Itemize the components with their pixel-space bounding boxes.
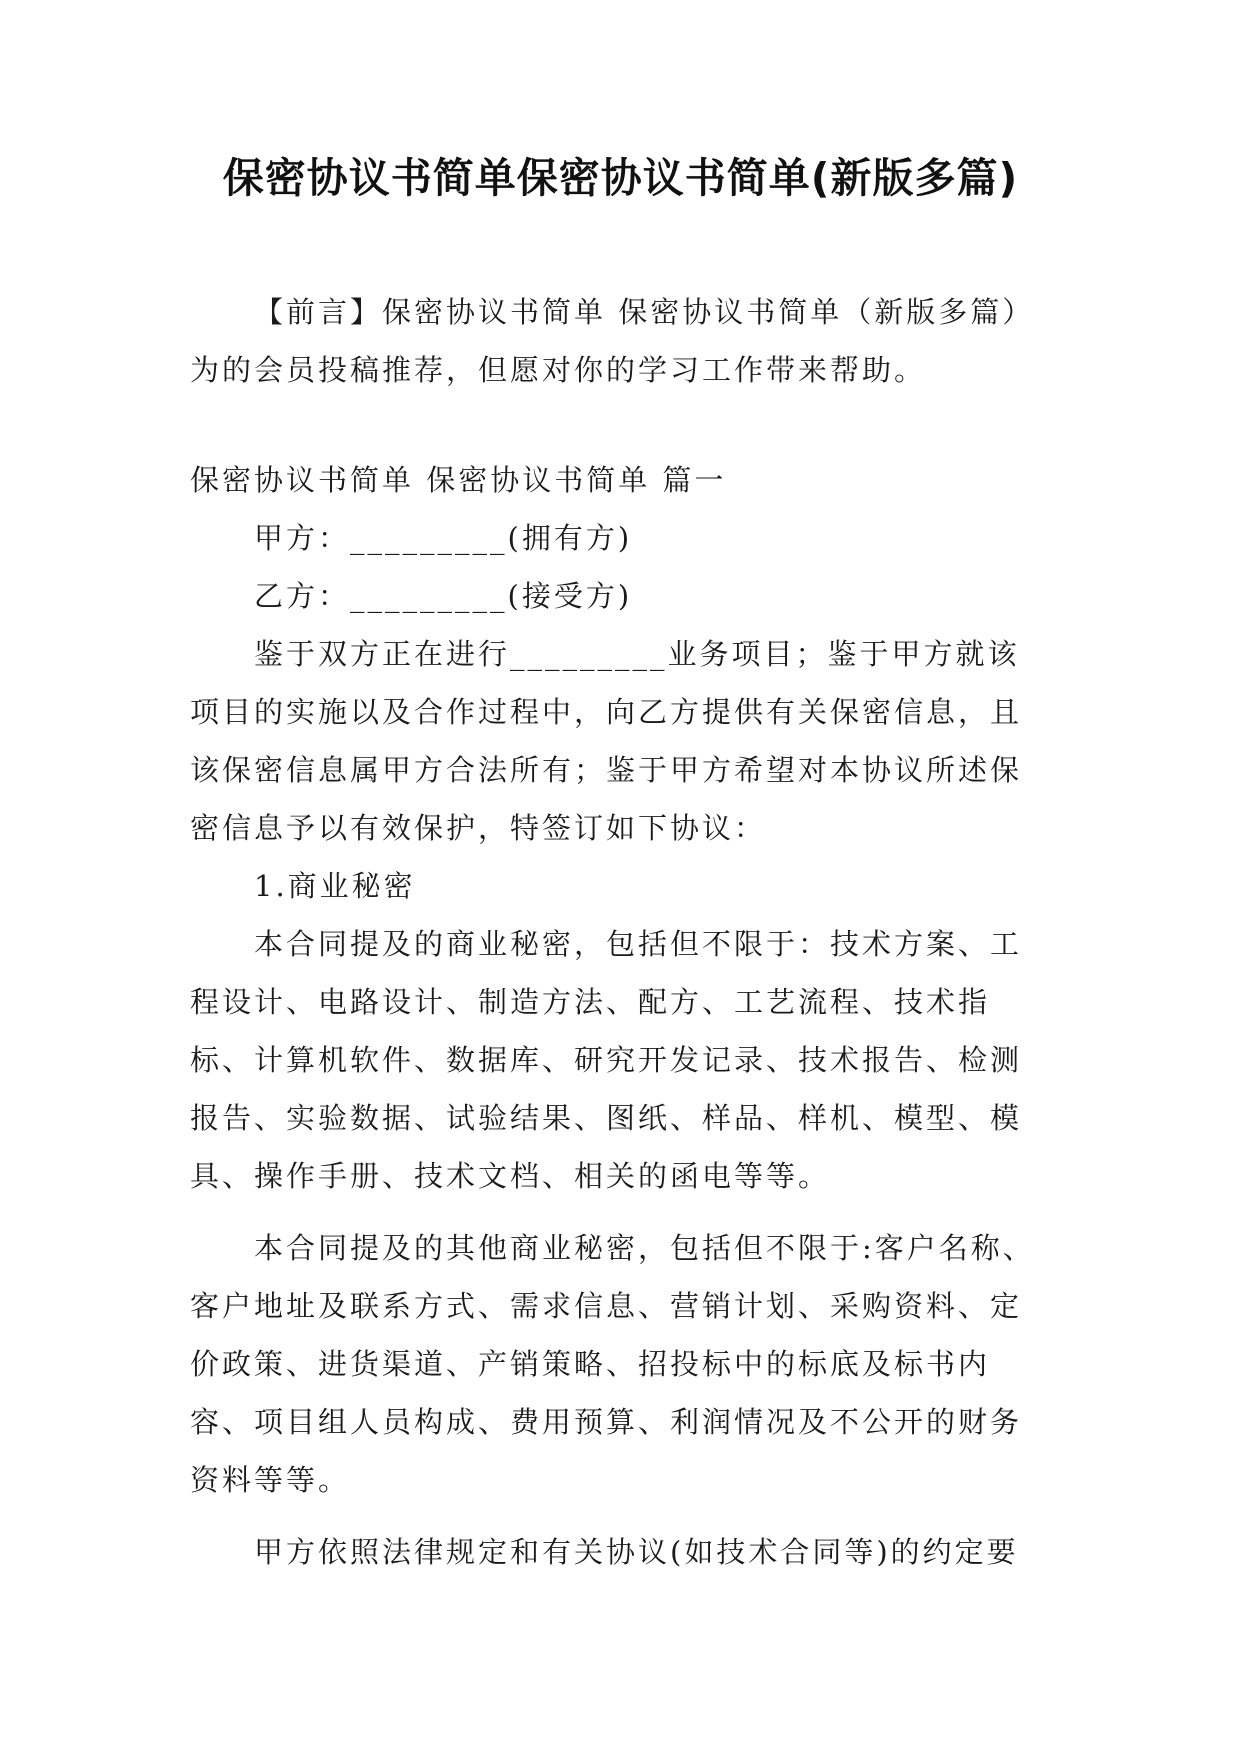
- clause-paragraph: 本合同提及的商业秘密，包括但不限于：技术方案、工程设计、电路设计、制造方法、配方、工艺流程、技术指标、计算机软件、数据库、研究开发记录、技术报告、检测报告、实验数据、试验结果、图纸、样品、样机、模型、模具、操作手册、技术文档、相关的函电等等。: [190, 927, 1023, 1193]
- preface-paragraph: 【前言】保密协议书简单 保密协议书简单（新版多篇）为的会员投稿推荐，但愿对你的学习工作带来帮助。: [190, 295, 1035, 387]
- clause-paragraph: 甲方依照法律规定和有关协议(如技术合同等)的约定要: [254, 1535, 1019, 1569]
- party-b-line: 乙方：_________(接受方): [254, 579, 633, 613]
- clause-heading: 1.商业秘密: [254, 869, 416, 903]
- whereas-paragraph: 鉴于双方正在进行_________业务项目；鉴于甲方就该项目的实施以及合作过程中，向乙方提供有关保密信息，且该保密信息属甲方合法所有；鉴于甲方希望对本协议所述保密信息予以有效保护，特签订如下协议：: [190, 637, 1023, 845]
- clause-paragraph: 本合同提及的其他商业秘密，包括但不限于:客户名称、客户地址及联系方式、需求信息、营销计划、采购资料、定价政策、进货渠道、产销策略、招投标中的标底及标书内容、项目组人员构成、费用预算、利润情况及不公开的财务资料等等。: [190, 1231, 1035, 1497]
- party-a-line: 甲方：_________(拥有方): [254, 521, 633, 555]
- section-heading: 保密协议书简单 保密协议书简单 篇一: [190, 463, 727, 497]
- document-title: 保密协议书简单保密协议书简单(新版多篇): [222, 154, 1019, 202]
- document-body: [190, 283, 1050, 1581]
